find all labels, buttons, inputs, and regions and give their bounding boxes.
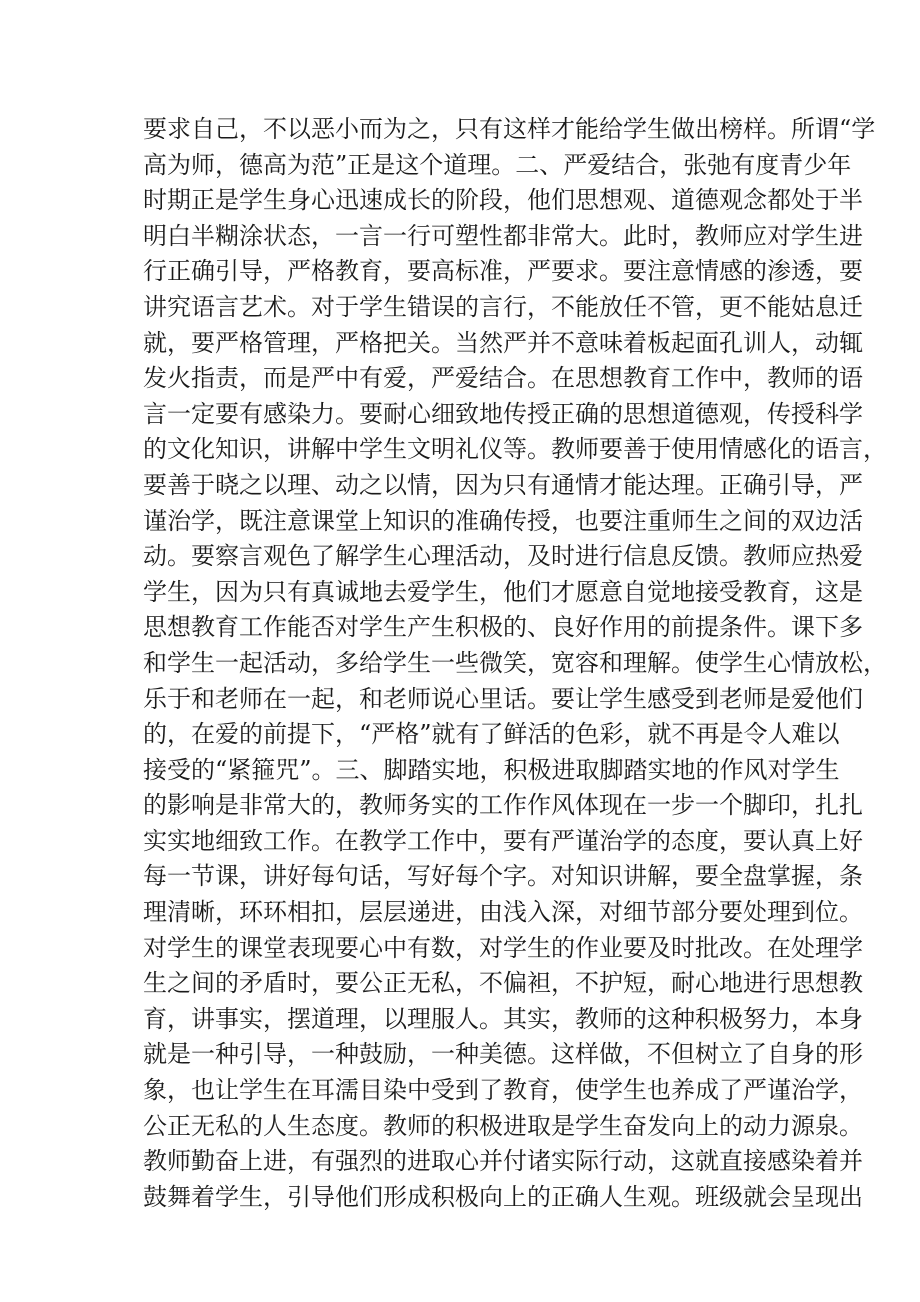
text-line: 言一定要有感染力。要耐心细致地传授正确的思想道德观，传授科学 — [143, 399, 863, 428]
text-line: 育，讲事实，摆道理，以理服人。其实，教师的这种积极努力，本身 — [143, 1004, 863, 1033]
text-line: 就是一种引导，一种鼓励，一种美德。这样做，不但树立了自身的形 — [143, 1040, 863, 1069]
text-line: 发火指责，而是严中有爱，严爱结合。在思想教育工作中，教师的语 — [143, 364, 863, 393]
text-line: 理清晰，环环相扣，层层递进，由浅入深，对细节部分要处理到位。 — [143, 898, 863, 927]
text-line: 讲究语言艺术。对于学生错误的言行，不能放任不管，更不能姑息迁 — [143, 292, 863, 321]
body-text — [143, 112, 887, 1215]
text-line: 高为师，德高为范”正是这个道理。二、严爱结合，张弛有度青少年 — [143, 150, 852, 179]
text-line: 鼓舞着学生，引导他们形成积极向上的正确人生观。班级就会呈现出 — [143, 1182, 863, 1211]
text-line: 的文化知识，讲解中学生文明礼仪等。教师要善于使用情感化的语言， — [143, 435, 887, 464]
text-line: 公正无私的人生态度。教师的积极进取是学生奋发向上的动力源泉。 — [143, 1111, 863, 1140]
text-line: 谨治学，既注意课堂上知识的准确传授，也要注重师生之间的双边活 — [143, 506, 863, 535]
text-line: 行正确引导，严格教育，要高标准，严要求。要注意情感的渗透，要 — [143, 257, 863, 286]
text-line: 每一节课，讲好每句话，写好每个字。对知识讲解，要全盘掌握，条 — [143, 862, 863, 891]
text-line: 时期正是学生身心迅速成长的阶段，他们思想观、道德观念都处于半 — [143, 186, 863, 215]
text-line: 象，也让学生在耳濡目染中受到了教育，使学生也养成了严谨治学， — [143, 1076, 863, 1105]
text-line: 乐于和老师在一起，和老师说心里话。要让学生感受到老师是爱他们 — [143, 684, 863, 713]
text-line: 对学生的课堂表现要心中有数，对学生的作业要及时批改。在处理学 — [143, 933, 863, 962]
text-line: 要善于晓之以理、动之以情，因为只有通情才能达理。正确引导，严 — [143, 470, 863, 499]
text-line: 动。要察言观色了解学生心理活动，及时进行信息反馈。教师应热爱 — [143, 542, 863, 571]
text-line: 的，在爱的前提下，“严格”就有了鲜活的色彩，就不再是令人难以 — [143, 720, 840, 749]
text-line: 学生，因为只有真诚地去爱学生，他们才愿意自觉地接受教育，这是 — [143, 577, 863, 606]
text-line: 思想教育工作能否对学生产生积极的、良好作用的前提条件。课下多 — [143, 613, 863, 642]
text-line: 要求自己，不以恶小而为之，只有这样才能给学生做出榜样。所谓“学 — [143, 115, 876, 143]
text-line: 实实地细致工作。在教学工作中，要有严谨治学的态度，要认真上好 — [143, 826, 863, 855]
text-line: 生之间的矛盾时，要公正无私，不偏袒，不护短，耐心地进行思想教 — [143, 969, 863, 998]
text-line: 的影响是非常大的，教师务实的工作作风体现在一步一个脚印，扎扎 — [143, 791, 863, 820]
text-line: 接受的“紧箍咒”。三、脚踏实地，积极进取脚踏实地的作风对学生 — [143, 755, 840, 784]
text-line: 教师勤奋上进，有强烈的进取心并付诸实际行动，这就直接感染着并 — [143, 1147, 863, 1176]
text-line: 明白半糊涂状态，一言一行可塑性都非常大。此时，教师应对学生进 — [143, 221, 863, 250]
text-line: 和学生一起活动，多给学生一些微笑，宽容和理解。使学生心情放松， — [143, 648, 887, 677]
text-line: 就，要严格管理，严格把关。当然严并不意味着板起面孔训人，动辄 — [143, 328, 863, 357]
